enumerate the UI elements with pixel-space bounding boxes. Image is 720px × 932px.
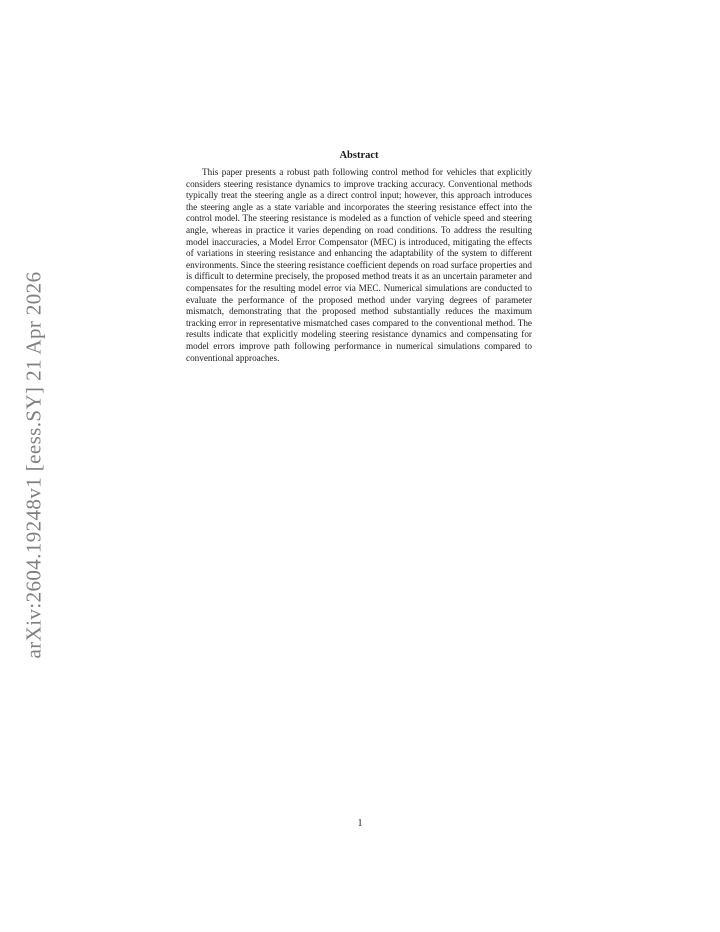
arxiv-identifier-stamp: arXiv:2604.19248v1 [eess.SY] 21 Apr 2026	[21, 271, 46, 659]
abstract-text: This paper presents a robust path following control method for vehicles that explicitly considers steering resistance dynamics to improve tracking accuracy. Conventional methods typically treat the steering angle as a direct control input; however, this approach introduces the steering angle as a state variable and incorporates the steering resistance effect into the control model. The steering resistance is modeled as a function of vehicle speed and steering angle, whereas in practice it varies depending on road conditions. To address the resulting model inaccuracies, a Model Error Compensator (MEC) is introduced, mitigating the effects of variations in steering resistance and enhancing the adaptability of the system to different environments. Since the steering resistance coefficient depends on road surface properties and is difficult to determine precisely, the proposed method treats it as an uncertain parameter and compensates for the resulting model error via MEC. Numerical simulations are conducted to evaluate the performance of the proposed method under varying degrees of parameter mismatch, demonstrating that the proposed method substantially reduces the maximum tracking error in representative mismatched cases compared to the conventional method. The results indicate that explicitly modeling steering resistance dynamics and compensating for model errors improve path following performance in numerical simulations compared to conventional approaches.	[186, 167, 532, 363]
abstract-heading: Abstract	[339, 150, 379, 161]
abstract-section	[186, 149, 532, 364]
page-number: 1	[357, 818, 363, 829]
